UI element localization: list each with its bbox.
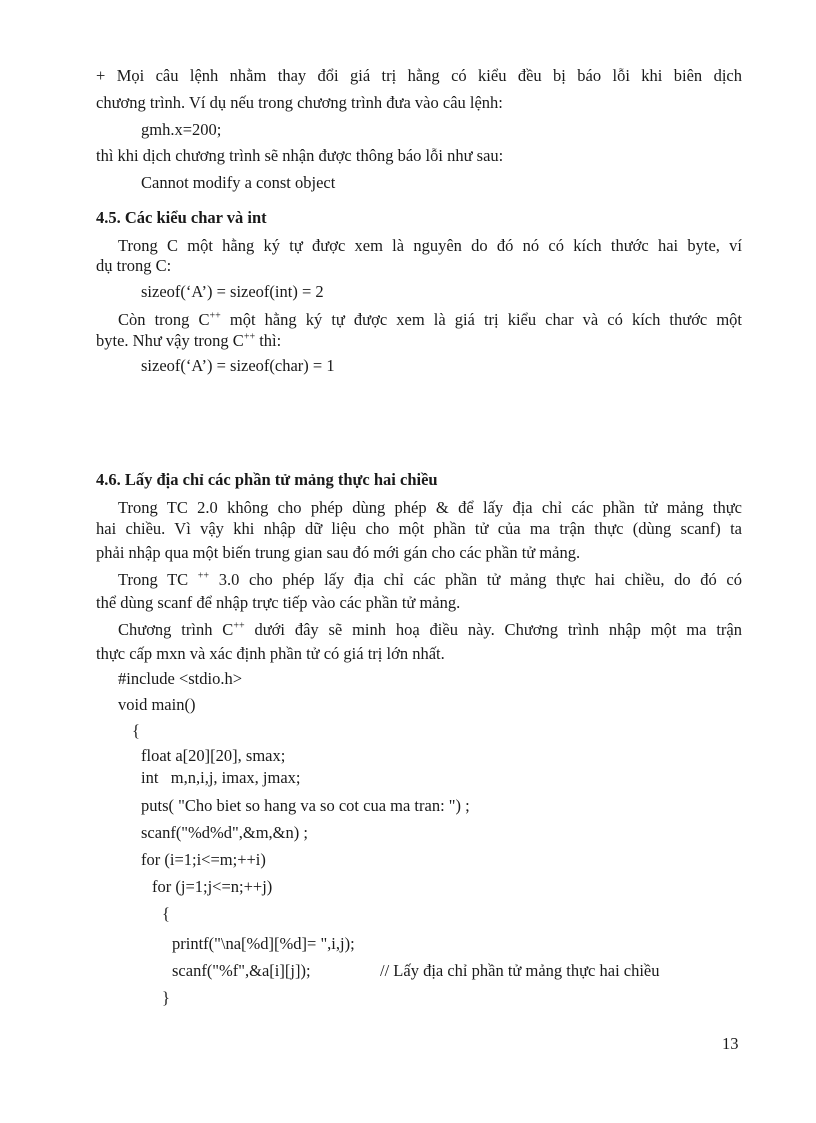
superscript: ++	[209, 310, 221, 322]
code-line: sizeof(‘A’) = sizeof(int) = 2	[141, 282, 324, 301]
text-span: thì:	[255, 331, 282, 350]
body-text-line: hai chiều. Vì vậy khi nhập dữ liệu cho một phần tử của ma trận thực (dùng scanf) ta	[96, 519, 742, 538]
code-line: float a[20][20], smax;	[141, 746, 286, 765]
code-line: void main()	[118, 695, 196, 714]
text-span: Trong TC	[118, 570, 198, 589]
code-line: for (i=1;i<=m;++i)	[141, 850, 266, 869]
code-line: gmh.x=200;	[141, 120, 222, 139]
code-line: sizeof(‘A’) = sizeof(char) = 1	[141, 356, 335, 375]
body-text-line	[118, 572, 742, 589]
section-heading-4-6: 4.6. Lấy địa chỉ các phần tử mảng thực hai chiều	[96, 470, 438, 489]
body-text-line: + Mọi câu lệnh nhằm thay đổi giá trị hằng có kiểu đều bị báo lỗi khi biên dịch	[96, 66, 742, 85]
body-text-line: thể dùng scanf để nhập trực tiếp vào các phần tử mảng.	[96, 593, 461, 612]
superscript: ++	[243, 331, 256, 343]
code-line: }	[162, 988, 170, 1007]
code-line: #include <stdio.h>	[118, 669, 243, 688]
body-text-line	[118, 312, 742, 329]
superscript: ++	[233, 620, 245, 632]
code-line: {	[132, 721, 140, 740]
text-span: dưới đây sẽ minh hoạ điều này. Chương trình nhập một ma trận	[244, 620, 742, 639]
code-line: int m,n,i,j, imax, jmax;	[141, 768, 301, 787]
text-span: byte. Như vậy trong C	[96, 331, 244, 350]
body-text-line	[118, 622, 742, 639]
body-text-line: Trong C một hằng ký tự được xem là nguyên do đó nó có kích thước hai byte, ví	[118, 236, 742, 255]
code-line: scanf("%f",&a[i][j]);	[172, 961, 311, 980]
code-line: scanf("%d%d",&m,&n) ;	[141, 823, 308, 842]
body-text-line	[96, 333, 281, 350]
text-span: một hằng ký tự được xem là giá trị kiểu char và có kích thước một	[220, 310, 742, 329]
body-text-line: phải nhập qua một biến trung gian sau đó mới gán cho các phần tử mảng.	[96, 543, 581, 562]
code-line: {	[162, 904, 170, 923]
section-heading-4-5: 4.5. Các kiểu char và int	[96, 208, 267, 227]
body-text-line: thực cấp mxn và xác định phần tử có giá trị lớn nhất.	[96, 644, 445, 663]
code-line: printf("\na[%d][%d]= ",i,j);	[172, 934, 355, 953]
error-message: Cannot modify a const object	[141, 173, 336, 192]
body-text-line: thì khi dịch chương trình sẽ nhận được thông báo lỗi như sau:	[96, 146, 504, 165]
body-text-line: dụ trong C:	[96, 256, 172, 275]
code-comment: // Lấy địa chỉ phần tử mảng thực hai chiều	[380, 961, 660, 980]
page-number: 13	[722, 1034, 739, 1053]
body-text-line: chương trình. Ví dụ nếu trong chương trình đưa vào câu lệnh:	[96, 93, 503, 112]
text-span: Còn trong C	[118, 310, 210, 329]
text-span: Chương trình C	[118, 620, 234, 639]
code-line: for (j=1;j<=n;++j)	[152, 877, 273, 896]
code-line: puts( "Cho biet so hang va so cot cua ma tran: ") ;	[141, 796, 470, 815]
text-span: 3.0 cho phép lấy địa chỉ các phần tử mảng thực hai chiều, do đó có	[209, 570, 742, 589]
superscript: ++	[197, 570, 210, 582]
body-text-line: Trong TC 2.0 không cho phép dùng phép & để lấy địa chỉ các phần tử mảng thực	[118, 498, 742, 517]
